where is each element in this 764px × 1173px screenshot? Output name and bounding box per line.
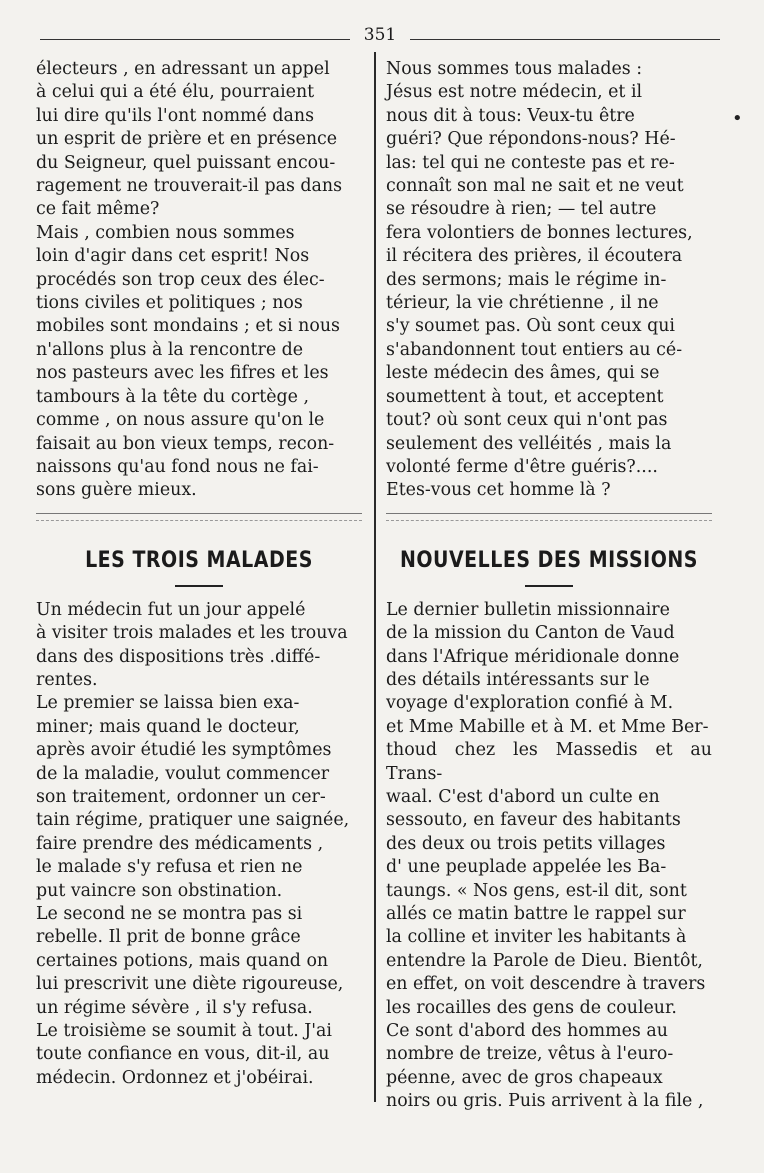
paragraph: Nous sommes tous malades : Jésus est notre médecin, et il nous dit à tous: Veux-tu être guéri? Que répondons-nous? Hé- las: tel qui ne conteste pas et re- connaît son mal ne sait et ne veut se résoudre à rien; — tel autre fera volontiers de bonnes lectures, il récitera des prières, il écoutera des sermons; mais le régime in- térieur, la vie chrétienne , il ne s'y soumet pas. Où sont ceux qui s'abandonnent tout entiers au cé- leste médecin des âmes, qui se soumettent à tout, et acceptent tout? où sont ceux qui n'ont pas seulement des velléités , mais la volonté ferme d'être guéris?.... [386, 59, 693, 477]
section-separator [386, 513, 712, 521]
paragraph: Le premier se laissa bien exa- miner; mais quand le docteur, après avoir étudié les symptômes de la maladie, voulut commencer son traitement, ordonner un cer- tain régime, pratiquer une saignée, faire prendre des médicaments , le malade s'y refusa et rien ne put vaincre son obstination. [36, 693, 350, 901]
section-title: LES TROIS MALADES [85, 547, 313, 573]
paragraph: électeurs , en adressant un appel à celui qui a été élu, pourraient lui dire qu'ils l'ont nommé dans un esprit de prière et en présence du Seigneur, quel puissant encou- ragement ne trouverait-il pas dans ce fait même? [36, 59, 343, 220]
page-header [40, 22, 720, 46]
right-column [386, 58, 712, 1114]
section-separator [36, 513, 362, 521]
header-rule-right [410, 39, 720, 40]
paragraph: Etes-vous cet homme là ? [386, 480, 611, 501]
paragraph: Un médecin fut un jour appelé à visiter trois malades et les trouva dans des dispositions très .diffé- rentes. [36, 599, 348, 690]
left-column [36, 58, 362, 1090]
paragraph: Le second ne se montra pas si rebelle. Il prit de bonne grâce certaines potions, mais quand on lui prescrivit une diète rigoureuse, un régime sévère , il s'y refusa. [36, 904, 344, 1018]
title-rule [175, 585, 223, 587]
page-number: 351 [363, 25, 397, 45]
title-rule [525, 585, 573, 587]
header-rule-left [40, 39, 350, 40]
ink-dot-mark: • [732, 108, 743, 129]
paragraph: Mais , combien nous sommes loin d'agir dans cet esprit! Nos procédés son trop ceux des élec- tions civiles et politiques ; nos mobiles sont mondains ; et si nous n'allons plus à la rencontre de nos pasteurs avec les fifres et les tambours à la tête du cortège , comme , on nous assure qu'on le faisait au bon vieux temps, recon- naissons qu'au fond nous ne fai- sons guère mieux. [36, 222, 340, 501]
paragraph: Le dernier bulletin missionnaire de la mission du Canton de Vaud dans l'Afrique méridionale donne des détails intéressants sur le voyage d'exploration confié à M. et Mme Mabille et à M. et Mme Ber- thoud chez les Massedis et au Trans- waal. C'est d'abord un culte en sessouto, en faveur des habitants des deux ou trois petits villages d' une peuplade appelée les Ba- taungs. « Nos gens, est-il dit, sont allés ce matin battre le rappel sur la colline et inviter les habitants à entendre la Parole de Dieu. Bientôt, en effet, on voit descendre à travers les rocailles des gens de couleur. Ce sont d'abord des hommes au nombre de treize, vêtus à l'euro- péenne, avec de gros chapeaux noirs ou gris. Puis arrivent à la file , [386, 599, 712, 1112]
column-divider [374, 52, 376, 1102]
paragraph: Le troisième se soumit à tout. J'ai toute confiance en vous, dit-il, au médecin. Ordonnez et j'obéirai. [36, 1021, 332, 1088]
section-title: NOUVELLES DES MISSIONS [399, 547, 698, 573]
